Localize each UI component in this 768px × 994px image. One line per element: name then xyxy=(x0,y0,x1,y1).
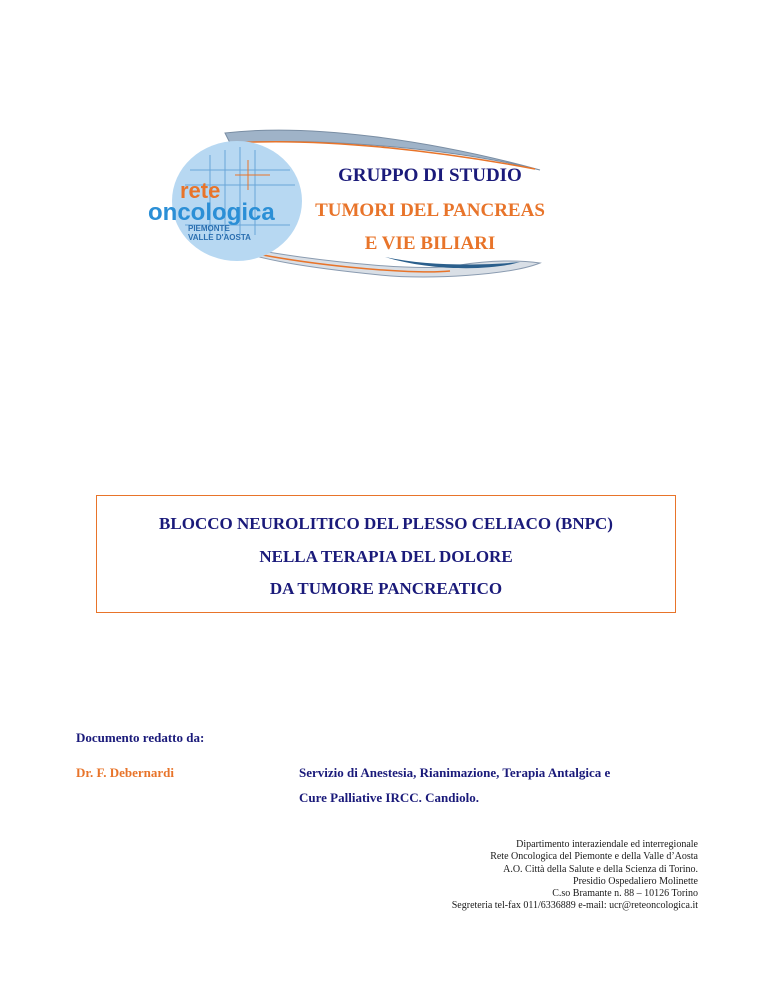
footer-line: Segreteria tel-fax 011/6336889 e-mail: ucr@reteoncologica.it xyxy=(451,900,698,912)
redatto-label: Documento redatto da: xyxy=(76,730,205,745)
footer-line: Dipartimento interaziendale ed interregionale xyxy=(516,839,698,850)
title-line-2: NELLA TERAPIA DEL DOLORE xyxy=(259,547,513,566)
service-line-2: Cure Palliative IRCC. Candiolo. xyxy=(299,790,479,805)
footer-line: A.O. Città della Salute e della Scienza di Torino. xyxy=(503,863,698,875)
footer-line: Presidio Ospedaliero Molinette xyxy=(573,875,698,887)
footer-line: Rete Oncologica del Piemonte e della Valle d’Aosta xyxy=(490,851,698,863)
service-line-1: Servizio di Anestesia, Rianimazione, Terapia Antalgica e xyxy=(299,765,611,780)
title-box xyxy=(96,495,676,613)
title-line-1: BLOCCO NEUROLITICO DEL PLESSO CELIACO (BNPC) xyxy=(159,514,613,533)
title-line-3: DA TUMORE PANCREATICO xyxy=(269,579,503,598)
logo-word-rete: rete xyxy=(180,178,221,203)
footer-address xyxy=(452,839,698,913)
author-name: Dr. F. Debernardi xyxy=(76,765,174,780)
heading-line-2: TUMORI DEL PANCREAS xyxy=(315,200,545,221)
logo-word-oncologica: oncologica xyxy=(148,199,275,226)
footer-line: C.so Bramante n. 88 – 10126 Torino xyxy=(552,888,698,900)
heading-line-3: E VIE BILIARI xyxy=(364,233,496,254)
logo-sub-valle: VALLE D'AOSTA xyxy=(188,233,251,242)
heading-line-1: GRUPPO DI STUDIO xyxy=(338,165,522,186)
logo-sub-piemonte: PIEMONTE xyxy=(188,224,230,233)
